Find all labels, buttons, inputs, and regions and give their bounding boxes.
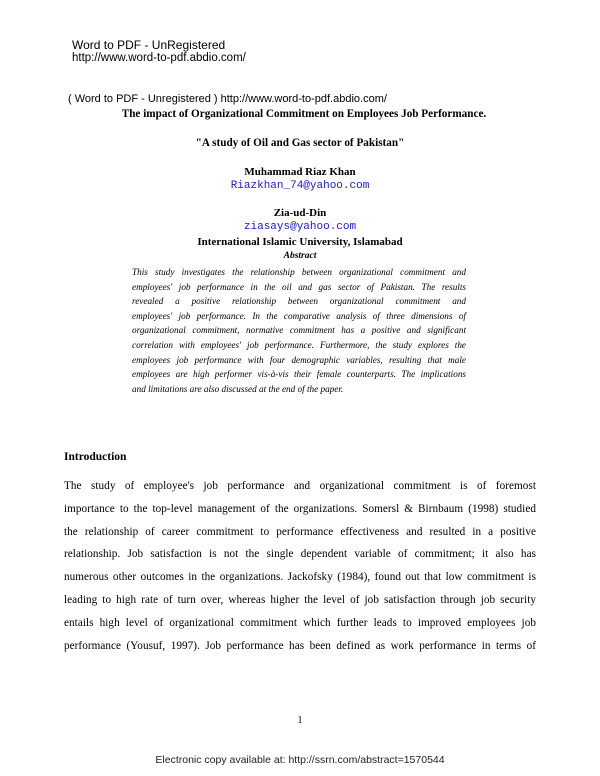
body-line: leading to high rate of turn over, whereas higher the level of job satisfaction through job security: [64, 593, 536, 606]
abstract-line: employees are high performer vis-à-vis their female counterparts. The implications: [132, 369, 466, 380]
affiliation: International Islamic University, Islamabad: [197, 236, 403, 248]
abstract-line: organizational commitment, normative commitment has a positive and significant: [132, 325, 466, 336]
abstract-line: revealed a positive relationship between organizational commitment and: [132, 296, 466, 307]
author-2-name: Zia-ud-Din: [273, 207, 327, 219]
abstract-heading: Abstract: [283, 251, 317, 261]
body-line: The study of employee's job performance and organizational commitment is of foremost: [64, 480, 536, 492]
abstract-line: employees' job performance. In the comparative analysis of three dimensions of: [132, 310, 466, 321]
abstract-body: [132, 265, 466, 396]
body-line: relationship. Job satisfaction is not the single dependent variable of commitment; it also has: [64, 548, 536, 561]
body-line: entails high level of organizational commitment which further leads to improved employees job: [64, 616, 536, 629]
author-2-email[interactable]: ziasays@yahoo.com: [243, 221, 357, 233]
introduction-heading: Introduction: [64, 451, 127, 463]
introduction-body: [64, 475, 536, 657]
abstract-line: employees' job performance in the oil and gas sector of Pakistan. The results: [132, 281, 466, 292]
abstract-line: This study investigates the relationship between organizational commitment and: [132, 267, 466, 277]
author-1-email[interactable]: Riazkhan_74@yahoo.com: [230, 180, 370, 192]
watermark-line-3: ( Word to PDF - Unregistered ) http://www.word-to-pdf.abdio.com/: [68, 93, 387, 105]
abstract-line: employees job performance with four demographic variables, resulting that male: [132, 354, 466, 365]
abstract-line: correlation with employees' job performance. Furthermore, the study explores the: [132, 339, 466, 350]
abstract-line: and limitations are also discussed at the end of the paper.: [132, 383, 344, 394]
paper-title: The impact of Organizational Commitment on Employees Job Performance.: [121, 108, 487, 120]
body-line: numerous other outcomes in the organizations. Jackofsky (1984), found out that low commitment is: [64, 571, 536, 584]
watermark-line-2: http://www.word-to-pdf.abdio.com/: [72, 52, 246, 64]
body-line: importance to the top-level management of the organizations. Somersl & Birnbaum (1998) studied: [64, 502, 536, 515]
body-line: the relationship of career commitment to performance effectiveness and resulted in a positive: [64, 525, 536, 538]
body-line: performance (Yousuf, 1997). Job performance has been defined as work performance in terms of: [64, 639, 536, 652]
page-number: 1: [297, 715, 303, 726]
paper-subtitle: "A study of Oil and Gas sector of Pakistan": [195, 137, 405, 149]
watermark-line-1: Word to PDF - UnRegistered: [72, 38, 226, 52]
author-1-name: Muhammad Riaz Khan: [244, 166, 356, 178]
ssrn-footer: Electronic copy available at: http://ssrn.com/abstract=1570544: [155, 754, 445, 766]
